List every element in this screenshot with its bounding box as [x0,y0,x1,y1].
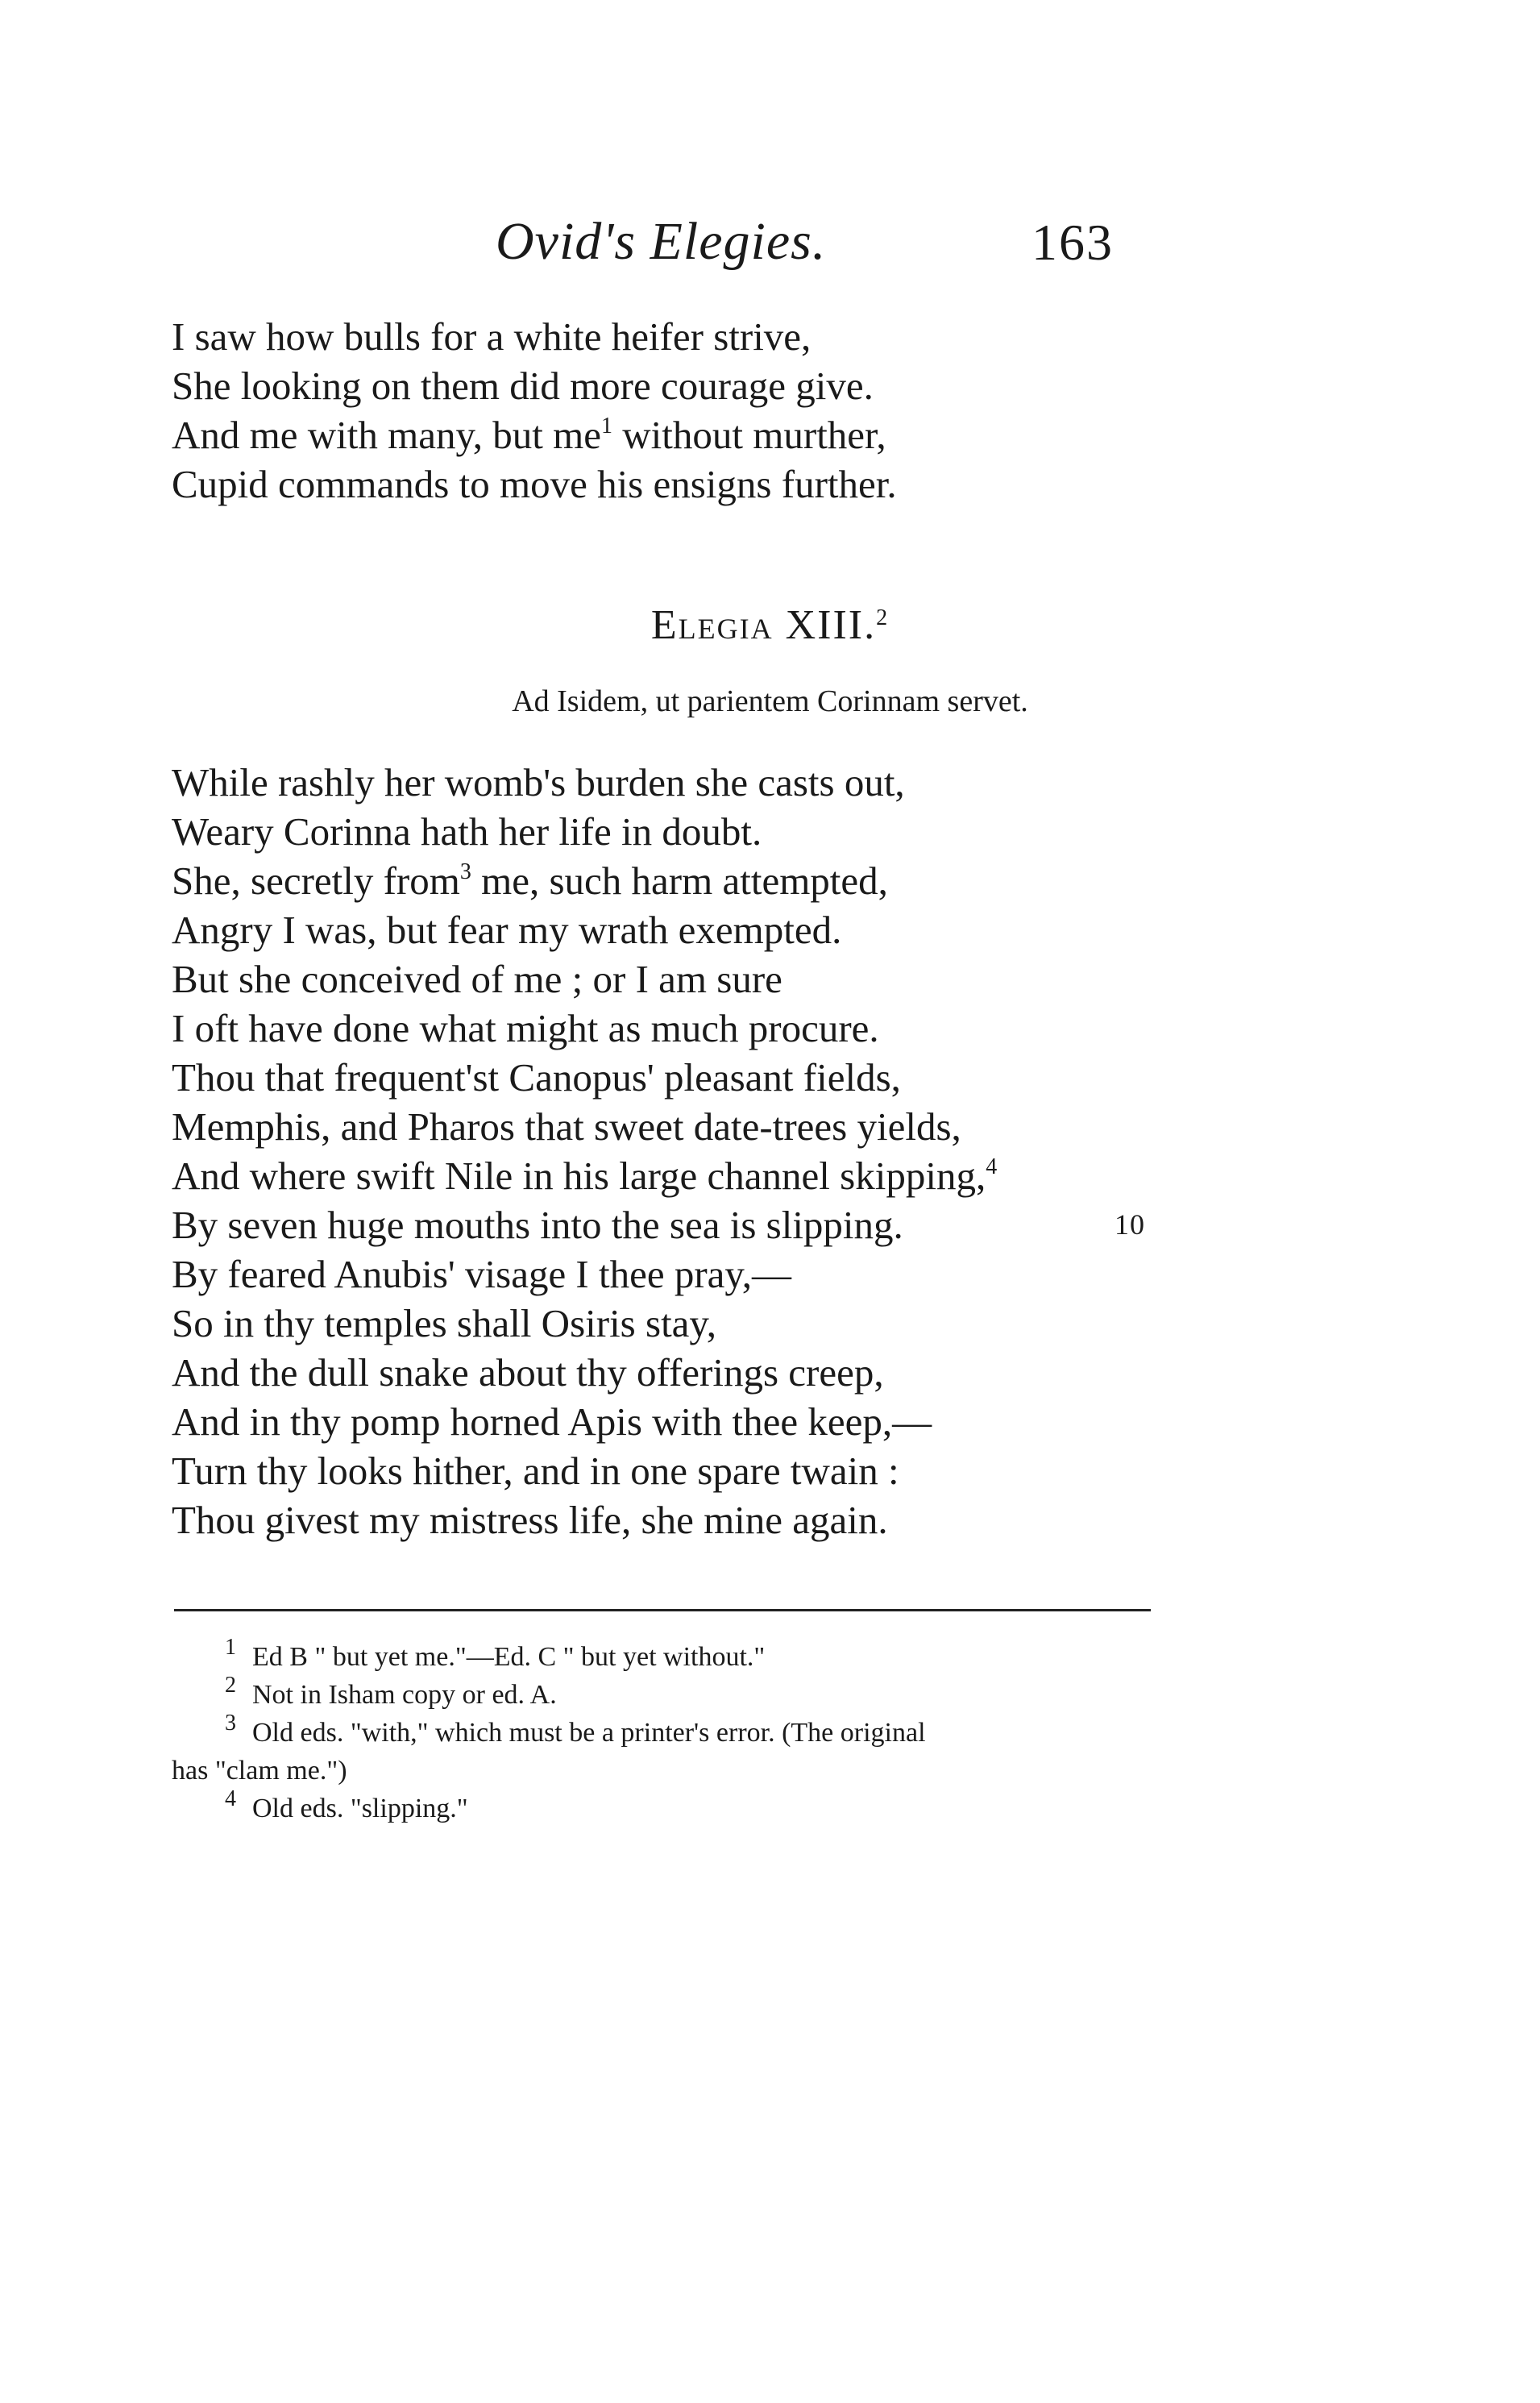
footnote-marker[interactable]: 3 [459,859,471,884]
footnote-marker[interactable]: 4 [986,1154,998,1179]
verse-line: So in thy temples shall Osiris stay, [172,1301,716,1345]
verse-line: Thou that frequent'st Canopus' pleasant fields, [172,1055,901,1100]
verse-line: By feared Anubis' visage I thee pray,— [172,1252,791,1296]
footnote-marker[interactable]: 1 [601,413,613,439]
verse-line: Weary Corinna hath her life in doubt. [172,809,762,854]
verse-stanza-main [172,758,1243,1544]
footnotes [172,1634,1155,1827]
footnote: $^1$ Ed B " but yet me."—Ed. C " but yet without." [225,1634,766,1672]
running-head [0,211,1540,284]
verse-line: And where swift Nile in his large channel skipping,$^4$ [172,1154,998,1198]
footnote: $^2$ Not in Isham copy or ed. A. [225,1672,557,1710]
footnote-divider [174,1609,1151,1611]
elegy-subtitle: Ad Isidem, ut parientem Corinnam servet. [512,684,1028,718]
verse-line: She, secretly from$^3$ me, such harm attempted, [172,859,888,903]
footnote-continuation: has "clam me.") [172,1756,347,1786]
footnote: $^3$ Old eds. "with," which must be a printer's error. (The original [225,1710,926,1748]
verse-line: While rashly her womb's burden she casts out, [172,760,905,804]
verse-line: And me with many, but $me^1$ without murther, [172,413,886,457]
verse-line: I saw how bulls for a white heifer strive, [172,314,812,359]
verse-line: Thou givest my mistress life, she mine again. [172,1498,888,1542]
verse-line: She looking on them did more courage give. [172,364,874,408]
elegy-heading: Elegia XIII.$^2$ [650,602,890,648]
verse-line: By seven huge mouths into the sea is slipping. 10 [172,1200,1243,1249]
footnote-marker[interactable]: 2 [876,605,890,630]
footnote: $^4$ Old eds. "slipping." [225,1786,468,1823]
verse-line: I oft have done what might as much procure. [172,1006,879,1050]
verse-line: And in thy pomp horned Apis with thee keep,— [172,1399,932,1444]
verse-line: But she conceived of me ; or I am sure [172,957,782,1001]
line-number: 10 [1115,1208,1145,1241]
verse-line: Angry I was, but fear my wrath exempted. [172,908,842,952]
verse-line: Turn thy looks hither, and in one spare twain : [172,1449,899,1493]
running-title: Ovid's Elegies. [496,212,827,271]
verse-line: Cupid commands to move his ensigns further. [172,462,897,506]
verse-stanza-top [172,312,1243,509]
verse-line: Memphis, and Pharos that sweet date-trees yields, [172,1104,961,1149]
page-number: 163 [1032,214,1114,271]
verse-line: And the dull snake about thy offerings creep, [172,1350,884,1395]
